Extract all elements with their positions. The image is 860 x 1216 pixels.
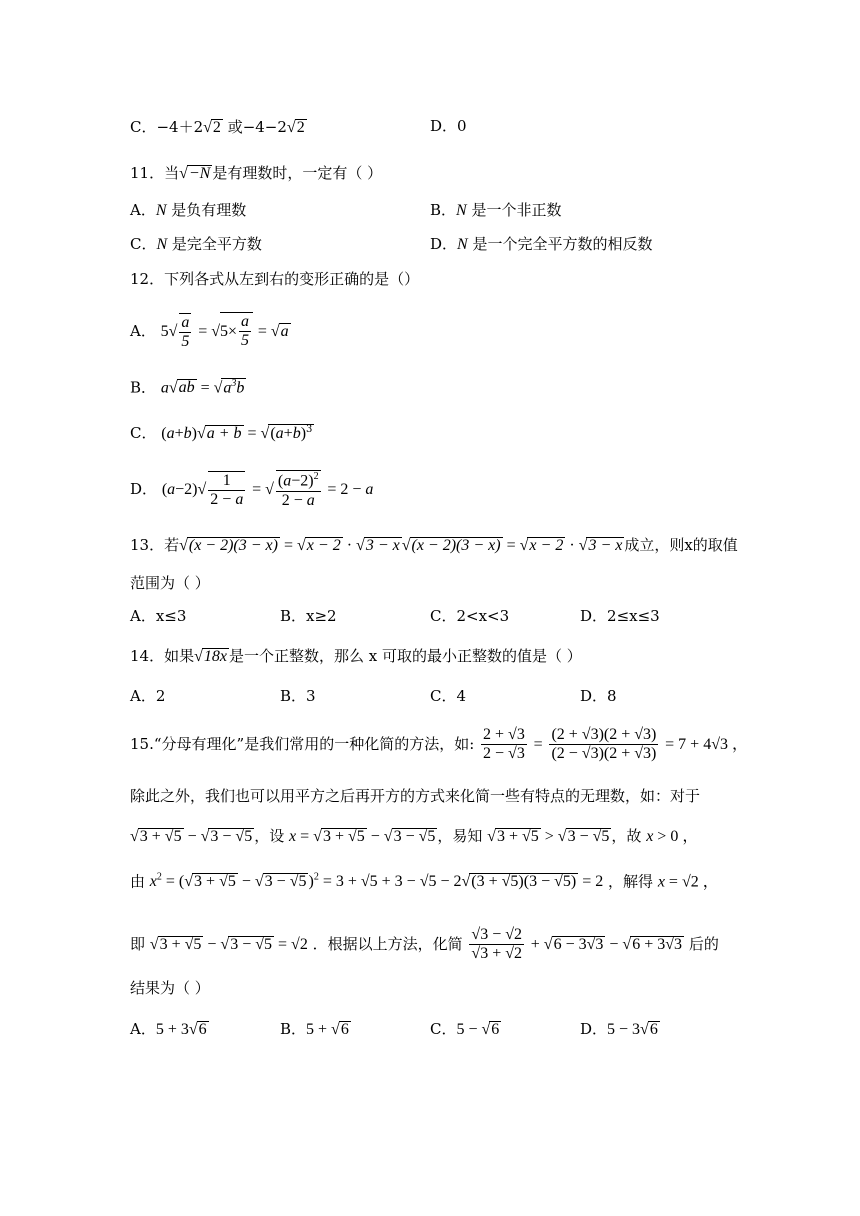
q11-option-b[interactable]: B．N 是一个非正数 <box>430 201 562 219</box>
q14-option-d[interactable]: D．8 <box>580 687 617 705</box>
q11-option-d[interactable]: D．N 是一个完全平方数的相反数 <box>430 235 653 253</box>
q10-option-c[interactable]: C．−4＋2√2 或−4−2√2 <box>130 118 305 136</box>
q13-option-c[interactable]: C．2<x<3 <box>430 607 510 625</box>
q15-line3: √3 + √5 − √3 − √5 ，设 x = √3 + √5 − √3 − √5 ，易知 √3 + √5 > √3 − √5 ，故 x > 0 ， <box>130 827 699 845</box>
q15-stem: 15.“分母有理化”是我们常用的一种化简的方法，如: $\frac{2 + √3}{2 - √3}$ = $\frac{(2 + √3)(2 + √3)}{(2 - √3)(2 + √3)}$ = 7 + 4√3 ， <box>130 726 748 763</box>
q15-line6: 结果为（ ） <box>130 979 210 997</box>
q15-option-c[interactable]: C．5 − √6 <box>430 1020 500 1038</box>
q14-stem: 14．如果√18x 是一个正整数，那么 x 可取的最小正整数的值是（ ） <box>130 647 582 665</box>
q15-line2: 除此之外，我们也可以用平方之后再开方的方式来化简一些有特点的无理数，如：对于 <box>130 787 701 805</box>
q15-option-a[interactable]: A．5 + 3√6 <box>130 1020 207 1038</box>
q13-option-a[interactable]: A．x≤3 <box>130 607 187 625</box>
q13-option-d[interactable]: D．2≤x≤3 <box>580 607 660 625</box>
q15-option-d[interactable]: D．5 − 3√6 <box>580 1020 658 1038</box>
q11-option-a[interactable]: A．N 是负有理数 <box>130 201 247 219</box>
q13-stem: 13．若√(x − 2)(3 − x) = √x − 2 · √3 − x √(x − 2)(3 − x) = √x − 2 · √3 − x 成立，则x的取值 <box>130 536 738 554</box>
q15-line5: 即 √3 + √5 − √3 − √5 = √2 ．根据以上方法，化简 $\frac{√3 - √2}{√3 + √2}$ + √6 − 3√3 − √6 + 3√3 后的 <box>130 926 719 963</box>
q12-option-a[interactable]: A． 5√ $\frac{a}{5}$ = √5× $\frac{a}{5}$ = √a <box>130 313 289 350</box>
q14-option-c[interactable]: C．4 <box>430 687 467 705</box>
q13-option-b[interactable]: B．x≥2 <box>280 607 337 625</box>
q13-stem-line2: 范围为（ ） <box>130 574 210 592</box>
q12-option-d[interactable]: D． (a−2)√ $\frac{1}{2 - a}$ = √ $\frac{(a-2)^2}{2 - a}$ = 2 − a <box>130 471 374 509</box>
q12-option-b[interactable]: B． $a√ab = √a^3b$ <box>130 378 245 397</box>
q10-option-d[interactable]: D．0 <box>430 117 467 135</box>
q14-option-b[interactable]: B．3 <box>280 687 316 705</box>
q11-option-c[interactable]: C．N 是完全平方数 <box>130 235 262 253</box>
q15-line4: 由 $x^2 = (√3 + √5 - √3 - √5$ )$^2$ = 3 + √5 + 3 − √5 − 2√(3 + √5)(3 − √5) = 2 ，解得 x = √2 ， <box>130 872 719 891</box>
q14-option-a[interactable]: A．2 <box>130 687 166 705</box>
q11-stem: 11．当√−N 是有理数时，一定有（ ） <box>130 164 383 182</box>
q12-stem: 12．下列各式从左到右的变形正确的是（） <box>130 270 420 288</box>
q12-option-c[interactable]: C． $(a+b)√a + b = √(a+b)^3$ <box>130 424 313 442</box>
q15-option-b[interactable]: B．5 + √6 <box>280 1020 349 1038</box>
